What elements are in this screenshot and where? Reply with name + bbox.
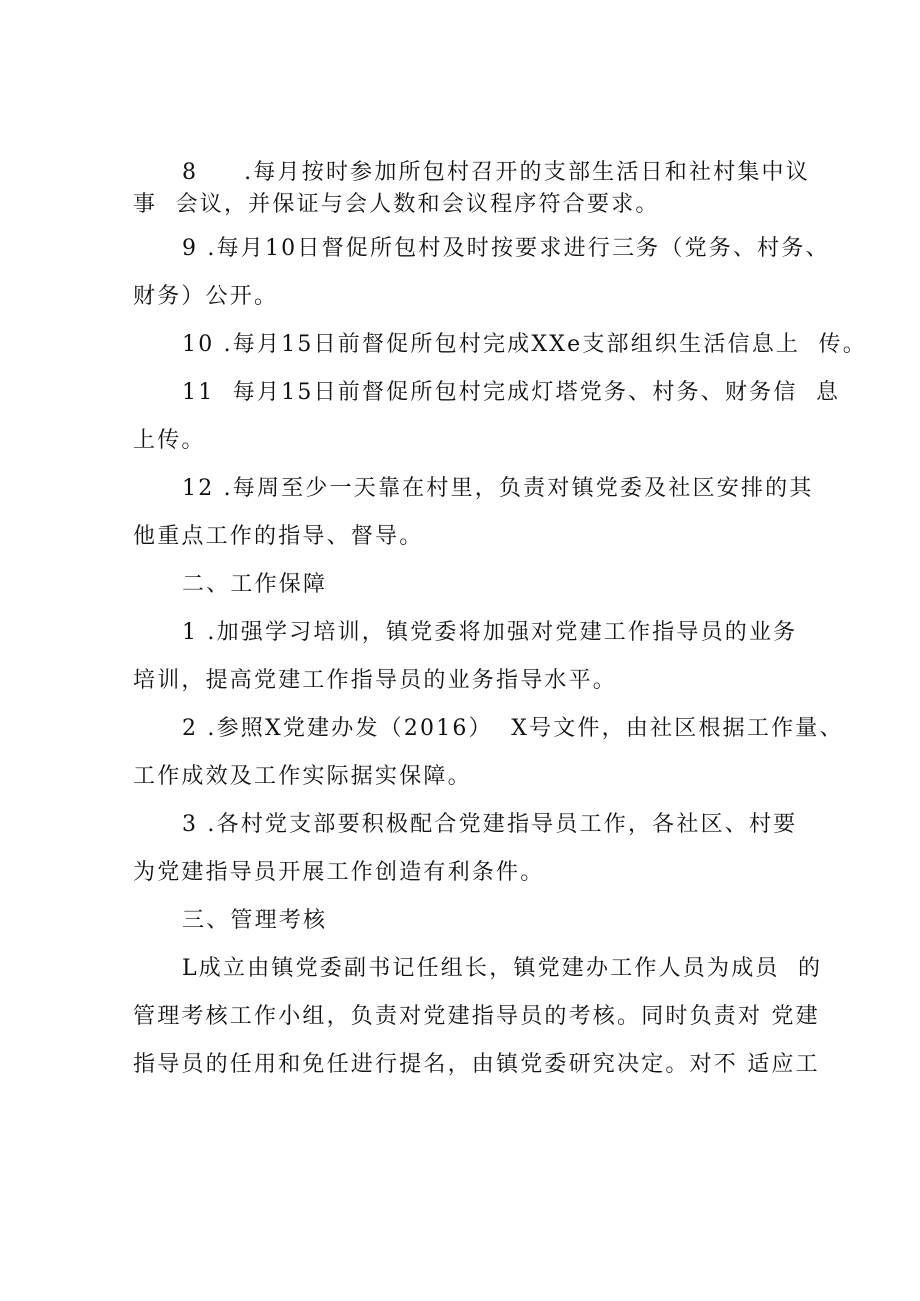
paragraph-12-line-1: 12 .每周至少一天靠在村里，负责对镇党委及社区安排的其 [182, 476, 814, 501]
guarantee-3-line-2: 为党建指导员开展工作创造有利条件。 [133, 860, 545, 885]
paragraph-12-line-2: 他重点工作的指导、督导。 [133, 524, 424, 549]
management-1-line-1: L成立由镇党委副书记任组长，镇党建办工作人员为成员 的 [182, 956, 823, 981]
guarantee-3-line-1: 3 .各村党支部要积极配合党建指导员工作，各社区、村要 [182, 812, 798, 837]
paragraph-10: 10 .每月15日前督促所包村完成XXe支部组织生活信息上 传。 [182, 332, 867, 357]
paragraph-8-line-1: 8 .每月按时参加所包村召开的支部生活日和社村集中议 [182, 160, 810, 185]
paragraph-9-line-2: 财务）公开。 [133, 284, 279, 309]
guarantee-2-line-2: 工作成效及工作实际据实保障。 [133, 764, 472, 789]
section-heading-management-assessment: 三、管理考核 [182, 908, 328, 933]
guarantee-1-line-2: 培训，提高党建工作指导员的业务指导水平。 [133, 668, 618, 693]
guarantee-2-line-1: 2 .参照X党建办发（2016） X号文件，由社区根据工作量、 [182, 716, 844, 741]
paragraph-9-line-1: 9 .每月10日督促所包村及时按要求进行三务（党务、村务、 [182, 236, 830, 261]
management-1-line-3: 指导员的任用和免任进行提名，由镇党委研究决定。对不 适应工 [133, 1052, 820, 1077]
section-heading-work-guarantee: 二、工作保障 [182, 572, 328, 597]
paragraph-11-line-2: 上传。 [133, 428, 206, 453]
guarantee-1-line-1: 1 .加强学习培训，镇党委将加强对党建工作指导员的业务 [182, 620, 798, 645]
paragraph-8-line-2: 事 会议，并保证与会人数和会议程序符合要求。 [133, 192, 660, 217]
paragraph-11-line-1: 11 每月15日前督促所包村完成灯塔党务、村务、财务信 息 [182, 380, 841, 405]
management-1-line-2: 管理考核工作小组，负责对党建指导员的考核。同时负责对 党建 [133, 1004, 820, 1029]
